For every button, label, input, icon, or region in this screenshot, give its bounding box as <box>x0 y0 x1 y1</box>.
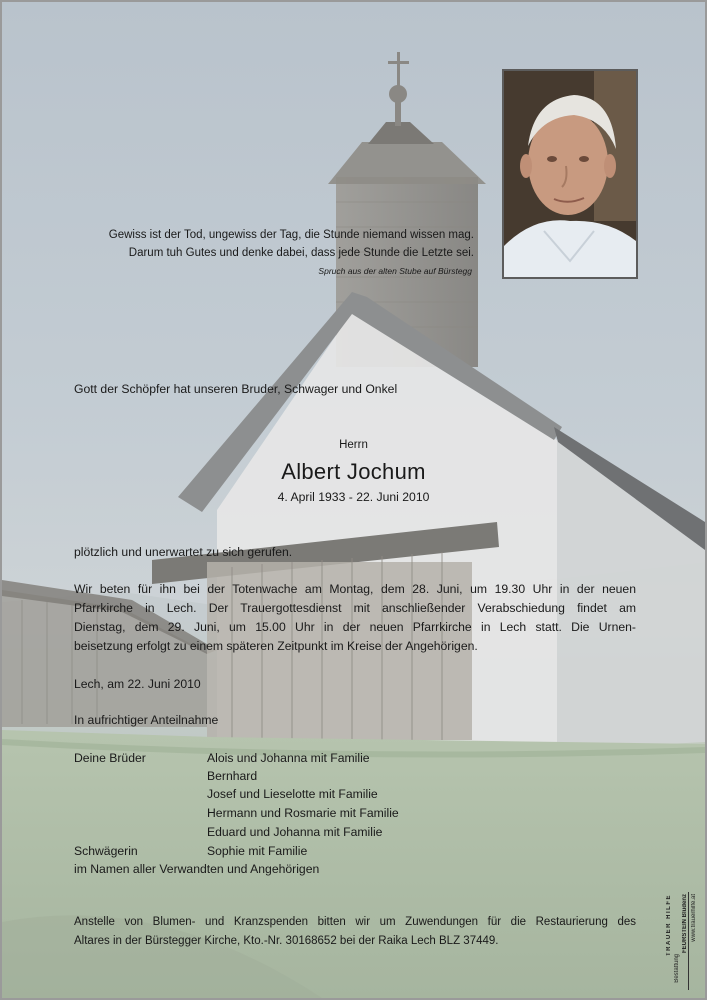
sidebar-divider <box>688 892 689 990</box>
deceased-dates: 4. April 1933 - 22. Juni 2010 <box>277 490 430 504</box>
sister-in-law-label: Schwägerin <box>74 844 138 858</box>
relatives-text: im Namen aller Verwandten und Angehörigen <box>74 862 320 876</box>
mourner-entry: Alois und Johanna mit Familie <box>207 751 370 765</box>
mourner-entry: Hermann und Rosmarie mit Familie <box>207 806 399 820</box>
service-line: beisetzung erfolgt zu einem späteren Zeitpunkt im Kreise der Angehörigen. <box>74 639 478 653</box>
called-home-text: plötzlich und unerwartet zu sich gerufen. <box>74 545 293 559</box>
mourner-entry: Josef und Lieselotte mit Familie <box>207 787 378 801</box>
service-paragraph <box>74 580 636 656</box>
service-line: Dienstag, dem 29. Juni, um 15.00 Uhr in der neuen Pfarrkirche in Lech statt. Die Urnen- <box>74 620 636 634</box>
mourner-entry: Sophie mit Familie <box>207 844 308 858</box>
brand-website: www.trauerhilfe.at <box>691 894 697 942</box>
donation-paragraph <box>74 913 636 951</box>
portrait-photo <box>502 69 638 279</box>
donation-line: Anstelle von Blumen- und Kranzspenden bitten wir um Zuwendungen für die Restaurierung des <box>74 916 636 928</box>
service-line: Wir beten für ihn bei der Totenwache am Montag, dem 28. Juni, um 19.30 Uhr in der neuen <box>74 582 636 596</box>
deceased-name: Albert Jochum <box>281 459 426 484</box>
sympathy-text: In aufrichtiger Anteilnahme <box>74 713 219 727</box>
mourner-entry: Bernhard <box>207 769 258 783</box>
quote-line-2: Darum tuh Gutes und denke dabei, dass jede Stunde die Letzte sei. <box>128 247 474 259</box>
place-date: Lech, am 22. Juni 2010 <box>74 677 201 691</box>
funeral-home-imprint <box>664 892 704 992</box>
quote-line-1: Gewiss ist der Tod, ungewiss der Tag, die Stunde niemand wissen mag. <box>108 229 474 241</box>
salutation: Herrn <box>339 439 368 451</box>
portrait-icon <box>504 71 636 277</box>
brand-name: TRAUER HILFE <box>666 894 672 956</box>
brand-address: FEURSTEIN Bludenz <box>682 894 688 954</box>
service-line: Pfarrkirche in Lech. Der Trauergottesdienst mit anschließender Verabschiedung findet am <box>74 601 636 615</box>
brand-sub: Bestattung <box>674 954 680 983</box>
mourner-entry: Eduard und Johanna mit Familie <box>207 825 383 839</box>
brothers-label: Deine Brüder <box>74 751 146 765</box>
intro-text: Gott der Schöpfer hat unseren Bruder, Schwager und Onkel <box>74 382 398 396</box>
donation-line: Altares in der Bürstegger Kirche, Kto.-Nr. 30168652 bei der Raika Lech BLZ 37449. <box>74 935 499 947</box>
quote-source: Spruch aus der alten Stube auf Bürstegg <box>318 266 472 276</box>
